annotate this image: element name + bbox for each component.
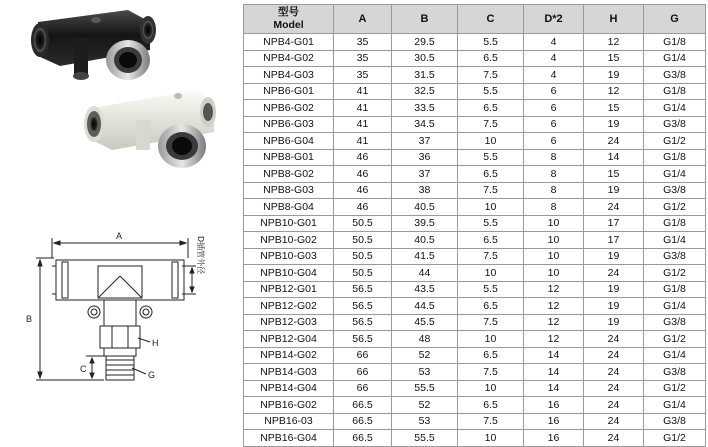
cell-h: 12 bbox=[584, 34, 644, 51]
cell-b: 38 bbox=[392, 182, 458, 199]
cell-model: NPB10-G03 bbox=[244, 248, 334, 265]
cell-b: 32.5 bbox=[392, 83, 458, 100]
cell-h: 24 bbox=[584, 430, 644, 447]
cell-g: G3/8 bbox=[644, 364, 706, 381]
table-row bbox=[244, 215, 706, 232]
cell-a: 46 bbox=[334, 149, 392, 166]
cell-b: 45.5 bbox=[392, 314, 458, 331]
header-model bbox=[244, 5, 334, 34]
table-row bbox=[244, 149, 706, 166]
cell-g: G1/4 bbox=[644, 50, 706, 67]
cell-h: 24 bbox=[584, 133, 644, 150]
cell-model: NPB12-G04 bbox=[244, 331, 334, 348]
cell-model: NPB14-G02 bbox=[244, 347, 334, 364]
table-row bbox=[244, 430, 706, 447]
cell-b: 41.5 bbox=[392, 248, 458, 265]
cell-model: NPB8-G03 bbox=[244, 182, 334, 199]
cell-h: 24 bbox=[584, 397, 644, 414]
cell-d2: 10 bbox=[524, 265, 584, 282]
cell-c: 10 bbox=[458, 133, 524, 150]
cell-a: 46 bbox=[334, 166, 392, 183]
header-model-en: Model bbox=[273, 19, 304, 31]
cell-model: NPB12-G01 bbox=[244, 281, 334, 298]
cell-c: 6.5 bbox=[458, 50, 524, 67]
cell-h: 24 bbox=[584, 265, 644, 282]
cell-a: 66 bbox=[334, 347, 392, 364]
cell-d2: 14 bbox=[524, 347, 584, 364]
cell-g: G1/4 bbox=[644, 100, 706, 117]
cell-c: 10 bbox=[458, 265, 524, 282]
dimension-label-c: C bbox=[80, 364, 87, 374]
cell-c: 6.5 bbox=[458, 347, 524, 364]
cell-h: 19 bbox=[584, 248, 644, 265]
cell-d2: 4 bbox=[524, 34, 584, 51]
cell-g: G1/8 bbox=[644, 34, 706, 51]
table-row bbox=[244, 50, 706, 67]
cell-b: 52 bbox=[392, 347, 458, 364]
cell-a: 66.5 bbox=[334, 430, 392, 447]
cell-h: 24 bbox=[584, 413, 644, 430]
cell-model: NPB12-G02 bbox=[244, 298, 334, 315]
cell-g: G3/8 bbox=[644, 116, 706, 133]
cell-d2: 8 bbox=[524, 199, 584, 216]
table-row bbox=[244, 166, 706, 183]
cell-g: G1/2 bbox=[644, 380, 706, 397]
cell-d2: 12 bbox=[524, 281, 584, 298]
cell-a: 50.5 bbox=[334, 248, 392, 265]
cell-d2: 12 bbox=[524, 331, 584, 348]
cell-model: NPB14-G03 bbox=[244, 364, 334, 381]
table-row bbox=[244, 232, 706, 249]
table-row bbox=[244, 182, 706, 199]
cell-c: 7.5 bbox=[458, 67, 524, 84]
cell-model: NPB10-G01 bbox=[244, 215, 334, 232]
cell-model: NPB16-G02 bbox=[244, 397, 334, 414]
cell-model: NPB4-G02 bbox=[244, 50, 334, 67]
cell-h: 17 bbox=[584, 215, 644, 232]
cell-c: 7.5 bbox=[458, 248, 524, 265]
cell-d2: 14 bbox=[524, 380, 584, 397]
cell-c: 6.5 bbox=[458, 166, 524, 183]
table-row bbox=[244, 331, 706, 348]
cell-h: 19 bbox=[584, 314, 644, 331]
table-row bbox=[244, 116, 706, 133]
header-h: H bbox=[584, 5, 644, 34]
cell-a: 35 bbox=[334, 34, 392, 51]
cell-b: 53 bbox=[392, 413, 458, 430]
table-body bbox=[244, 34, 706, 447]
cell-g: G3/8 bbox=[644, 248, 706, 265]
cell-b: 31.5 bbox=[392, 67, 458, 84]
cell-d2: 8 bbox=[524, 166, 584, 183]
cell-d2: 10 bbox=[524, 232, 584, 249]
cell-b: 37 bbox=[392, 133, 458, 150]
cell-c: 6.5 bbox=[458, 100, 524, 117]
cell-g: G1/2 bbox=[644, 265, 706, 282]
cell-g: G1/2 bbox=[644, 430, 706, 447]
cell-g: G1/2 bbox=[644, 133, 706, 150]
cell-model: NPB6-G04 bbox=[244, 133, 334, 150]
table-row bbox=[244, 380, 706, 397]
cell-a: 35 bbox=[334, 67, 392, 84]
cell-model: NPB6-G03 bbox=[244, 116, 334, 133]
cell-model: NPB8-G04 bbox=[244, 199, 334, 216]
cell-d2: 6 bbox=[524, 133, 584, 150]
cell-d2: 10 bbox=[524, 215, 584, 232]
cell-model: NPB16-G04 bbox=[244, 430, 334, 447]
cell-h: 19 bbox=[584, 67, 644, 84]
cell-a: 50.5 bbox=[334, 215, 392, 232]
table-row bbox=[244, 298, 706, 315]
cell-d2: 8 bbox=[524, 182, 584, 199]
product-illustration bbox=[0, 0, 240, 435]
header-g: G bbox=[644, 5, 706, 34]
dimension-label-a: A bbox=[116, 231, 123, 241]
cell-c: 6.5 bbox=[458, 298, 524, 315]
cell-h: 24 bbox=[584, 380, 644, 397]
specification-table bbox=[243, 4, 706, 447]
cell-a: 56.5 bbox=[334, 314, 392, 331]
cell-b: 44.5 bbox=[392, 298, 458, 315]
cell-d2: 6 bbox=[524, 116, 584, 133]
cell-d2: 6 bbox=[524, 83, 584, 100]
cell-b: 55.5 bbox=[392, 430, 458, 447]
cell-model: NPB4-G03 bbox=[244, 67, 334, 84]
cell-a: 66.5 bbox=[334, 413, 392, 430]
cell-g: G1/8 bbox=[644, 215, 706, 232]
cell-b: 30.5 bbox=[392, 50, 458, 67]
cell-c: 10 bbox=[458, 331, 524, 348]
product-illustration-panel bbox=[0, 0, 240, 435]
cell-g: G1/4 bbox=[644, 347, 706, 364]
cell-model: NPB10-G04 bbox=[244, 265, 334, 282]
cell-a: 41 bbox=[334, 83, 392, 100]
cell-a: 41 bbox=[334, 116, 392, 133]
cell-g: G1/4 bbox=[644, 397, 706, 414]
black-tee-fitting-photo bbox=[31, 10, 156, 80]
cell-d2: 4 bbox=[524, 50, 584, 67]
cell-model: NPB6-G01 bbox=[244, 83, 334, 100]
cell-h: 19 bbox=[584, 281, 644, 298]
cell-d2: 8 bbox=[524, 149, 584, 166]
cell-a: 66 bbox=[334, 380, 392, 397]
cell-c: 5.5 bbox=[458, 83, 524, 100]
cell-g: G1/2 bbox=[644, 199, 706, 216]
cell-b: 48 bbox=[392, 331, 458, 348]
table-row bbox=[244, 364, 706, 381]
cell-c: 10 bbox=[458, 430, 524, 447]
cell-d2: 6 bbox=[524, 100, 584, 117]
cell-h: 24 bbox=[584, 364, 644, 381]
cell-a: 41 bbox=[334, 133, 392, 150]
table-row bbox=[244, 67, 706, 84]
cell-model: NPB8-G01 bbox=[244, 149, 334, 166]
cell-b: 33.5 bbox=[392, 100, 458, 117]
cell-h: 12 bbox=[584, 83, 644, 100]
cell-h: 15 bbox=[584, 166, 644, 183]
table-row bbox=[244, 100, 706, 117]
cell-b: 53 bbox=[392, 364, 458, 381]
cell-a: 50.5 bbox=[334, 265, 392, 282]
cell-b: 40.5 bbox=[392, 232, 458, 249]
cell-c: 5.5 bbox=[458, 34, 524, 51]
cell-h: 14 bbox=[584, 149, 644, 166]
dimension-label-b: B bbox=[26, 314, 33, 324]
cell-g: G1/8 bbox=[644, 83, 706, 100]
table-header bbox=[244, 5, 706, 34]
cell-g: G3/8 bbox=[644, 413, 706, 430]
cell-a: 46 bbox=[334, 199, 392, 216]
cell-a: 46 bbox=[334, 182, 392, 199]
cell-d2: 10 bbox=[524, 248, 584, 265]
header-b: B bbox=[392, 5, 458, 34]
cell-d2: 12 bbox=[524, 298, 584, 315]
table-row bbox=[244, 133, 706, 150]
cell-b: 52 bbox=[392, 397, 458, 414]
table-row bbox=[244, 34, 706, 51]
cell-h: 24 bbox=[584, 347, 644, 364]
cell-model: NPB10-G02 bbox=[244, 232, 334, 249]
cell-c: 7.5 bbox=[458, 413, 524, 430]
cell-c: 10 bbox=[458, 199, 524, 216]
cell-a: 56.5 bbox=[334, 331, 392, 348]
cell-g: G1/4 bbox=[644, 232, 706, 249]
cell-b: 37 bbox=[392, 166, 458, 183]
cell-model: NPB14-G04 bbox=[244, 380, 334, 397]
header-model-cn: 型号 bbox=[278, 6, 299, 18]
header-c: C bbox=[458, 5, 524, 34]
table-row bbox=[244, 199, 706, 216]
cell-c: 7.5 bbox=[458, 314, 524, 331]
cell-c: 5.5 bbox=[458, 215, 524, 232]
cell-b: 29.5 bbox=[392, 34, 458, 51]
cell-d2: 16 bbox=[524, 413, 584, 430]
cell-a: 41 bbox=[334, 100, 392, 117]
table-row bbox=[244, 314, 706, 331]
cell-model: NPB6-G02 bbox=[244, 100, 334, 117]
cell-model: NPB16-03 bbox=[244, 413, 334, 430]
table-row bbox=[244, 347, 706, 364]
cell-g: G1/4 bbox=[644, 298, 706, 315]
header-row bbox=[244, 5, 706, 34]
cell-model: NPB8-G02 bbox=[244, 166, 334, 183]
cell-h: 24 bbox=[584, 199, 644, 216]
cell-h: 15 bbox=[584, 50, 644, 67]
table-row bbox=[244, 248, 706, 265]
cell-a: 56.5 bbox=[334, 298, 392, 315]
cell-a: 66.5 bbox=[334, 397, 392, 414]
cell-d2: 16 bbox=[524, 430, 584, 447]
table-row bbox=[244, 413, 706, 430]
cell-c: 5.5 bbox=[458, 281, 524, 298]
cell-h: 17 bbox=[584, 232, 644, 249]
dimension-drawing bbox=[36, 238, 196, 380]
cell-h: 19 bbox=[584, 182, 644, 199]
cell-model: NPB12-G03 bbox=[244, 314, 334, 331]
cell-h: 24 bbox=[584, 331, 644, 348]
cell-a: 50.5 bbox=[334, 232, 392, 249]
table-row bbox=[244, 265, 706, 282]
cell-a: 35 bbox=[334, 50, 392, 67]
cell-a: 56.5 bbox=[334, 281, 392, 298]
cell-h: 19 bbox=[584, 116, 644, 133]
dimension-label-h: H bbox=[152, 338, 159, 348]
cell-b: 34.5 bbox=[392, 116, 458, 133]
cell-h: 19 bbox=[584, 298, 644, 315]
cell-c: 6.5 bbox=[458, 397, 524, 414]
cell-c: 6.5 bbox=[458, 232, 524, 249]
cell-g: G1/4 bbox=[644, 166, 706, 183]
cell-b: 36 bbox=[392, 149, 458, 166]
cell-c: 10 bbox=[458, 380, 524, 397]
cell-model: NPB4-G01 bbox=[244, 34, 334, 51]
cell-b: 55.5 bbox=[392, 380, 458, 397]
cell-b: 44 bbox=[392, 265, 458, 282]
header-a: A bbox=[334, 5, 392, 34]
table-row bbox=[244, 397, 706, 414]
cell-c: 7.5 bbox=[458, 364, 524, 381]
cell-c: 7.5 bbox=[458, 116, 524, 133]
cell-d2: 4 bbox=[524, 67, 584, 84]
dimension-label-d: D插管外径 bbox=[196, 236, 205, 275]
cell-b: 43.5 bbox=[392, 281, 458, 298]
cell-g: G1/8 bbox=[644, 281, 706, 298]
cell-b: 40.5 bbox=[392, 199, 458, 216]
cell-h: 15 bbox=[584, 100, 644, 117]
cell-g: G3/8 bbox=[644, 67, 706, 84]
table-row bbox=[244, 83, 706, 100]
header-d2: D*2 bbox=[524, 5, 584, 34]
cell-g: G3/8 bbox=[644, 314, 706, 331]
cell-g: G1/8 bbox=[644, 149, 706, 166]
table-row bbox=[244, 281, 706, 298]
white-tee-fitting-photo bbox=[84, 90, 216, 168]
dimension-label-g: G bbox=[148, 370, 156, 380]
cell-g: G3/8 bbox=[644, 182, 706, 199]
cell-c: 5.5 bbox=[458, 149, 524, 166]
cell-a: 66 bbox=[334, 364, 392, 381]
cell-g: G1/2 bbox=[644, 331, 706, 348]
cell-c: 7.5 bbox=[458, 182, 524, 199]
cell-b: 39.5 bbox=[392, 215, 458, 232]
cell-d2: 16 bbox=[524, 397, 584, 414]
cell-d2: 12 bbox=[524, 314, 584, 331]
cell-d2: 14 bbox=[524, 364, 584, 381]
